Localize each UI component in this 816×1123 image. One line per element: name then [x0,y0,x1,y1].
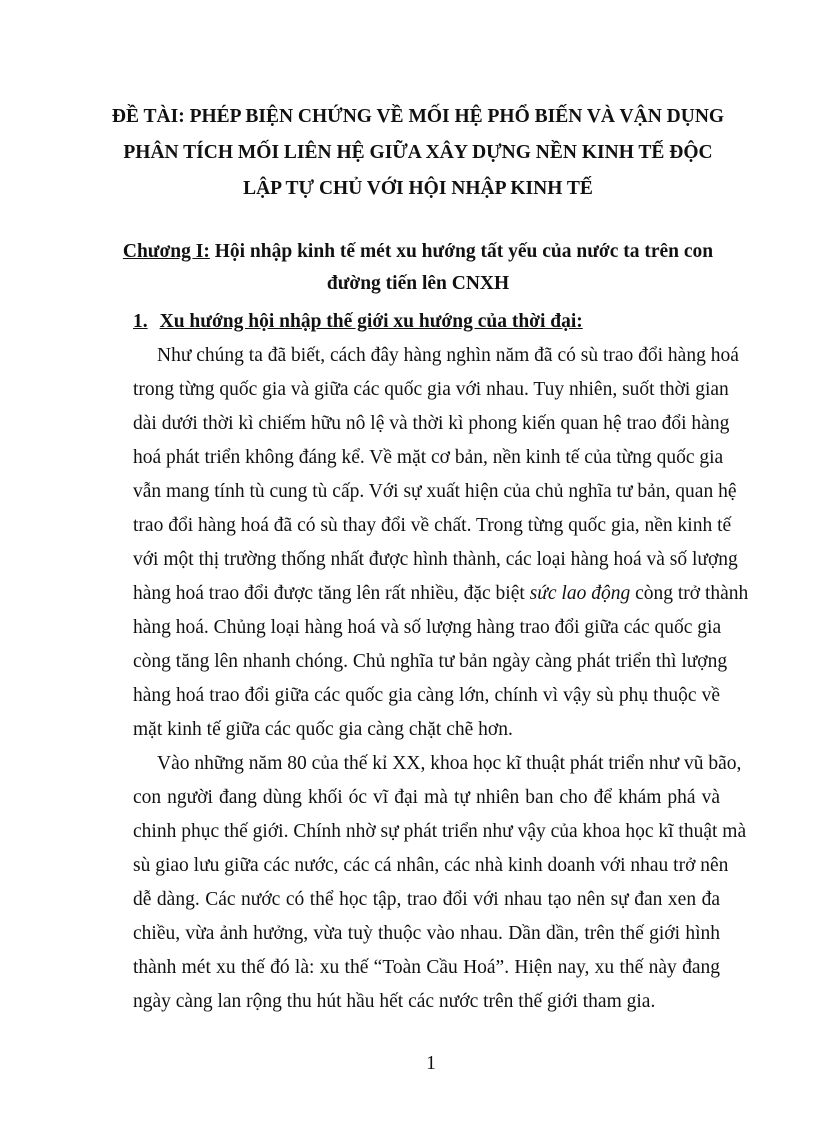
paragraph-line: con người đang dùng khối óc vĩ đại mà tự nhiên ban cho để khám phá và [133,787,720,808]
section-heading-text: Xu hướng hội nhập thế giới xu hướng của thời đại: [159,311,583,332]
paragraph-line: ngày càng lan rộng thu hút hầu hết các nước trên thế giới tham gia. [133,991,656,1012]
paragraph-line: hoá phát triển không đáng kể. Về mặt cơ bản, nền kinh tế của từng quốc gia [133,447,724,468]
paragraph-line: Vào những năm 80 của thế kỉ XX, khoa học kĩ thuật phát triển như vũ bão, [157,753,742,774]
paragraph-line: dài dưới thời kì chiếm hữu nô lệ và thời kì phong kiến quan hệ trao đổi hàng [133,413,730,434]
paragraph-line: dễ dàng. Các nước có thể học tập, trao đổi với nhau tạo nên sự đan xen đa [133,889,720,910]
chapter-heading-line-1 [100,236,736,268]
chapter-title-part-1: Hội nhập kinh tế mét xu hướng tất yếu của nước ta trên con [214,241,714,262]
paragraph-line: còng tăng lên nhanh chóng. Chủ nghĩa tư bản ngày càng phát triển thì lượng [133,651,728,672]
section-number: 1. [133,311,148,332]
paragraph-line: hàng hoá. Chủng loại hàng hoá và số lượng hàng trao đổi giữa các quốc gia [133,617,722,638]
paragraph-line: mặt kinh tế giữa các quốc gia càng chặt chẽ hơn. [133,719,513,740]
paragraph-1 [133,339,749,747]
page-number: 1 [426,1053,436,1074]
paragraph-line: chinh phục thế giới. Chính nhờ sự phát triển như vậy của khoa học kĩ thuật mà [133,821,747,842]
paragraph-line: với một thị trường thống nhất được hình thành, các loại hàng hoá và số lượng [133,549,738,570]
paragraph-line: trong từng quốc gia và giữa các quốc gia với nhau. Tuy nhiên, suốt thời gian [133,379,729,400]
line-text: hàng hoá trao đổi được tăng lên rất nhiều, đặc biệt [133,583,525,604]
paragraph-line-with-emphasis [133,577,749,611]
paragraph-line: trao đổi hàng hoá đã có sù thay đổi về chất. Trong từng quốc gia, nền kinh tế [133,515,732,536]
title-line: ĐỀ TÀI: PHÉP BIỆN CHỨNG VỀ MỐI HỆ PHỔ BIẾN VÀ VẬN DỤNG [111,106,725,127]
title-line: PHÂN TÍCH MỐI LIÊN HỆ GIỮA XÂY DỰNG NỀN KINH TẾ ĐỘC [123,142,713,163]
paragraph-line: sù giao lưu giữa các nước, các cá nhân, các nhà kinh doanh với nhau trở nên [133,855,729,876]
section-heading [133,308,583,336]
paragraph-line: hàng hoá trao đổi giữa các quốc gia càng lớn, chính vì vậy sù phụ thuộc về [133,685,720,706]
line-text: còng trở thành [635,583,749,604]
chapter-heading [100,236,736,300]
paragraph-line: thành mét xu thế đó là: xu thế “Toàn Cầu Hoá”. Hiện nay, xu thế này đang [133,957,720,978]
title-line: LẬP TỰ CHỦ VỚI HỘI NHẬP KINH TẾ [243,178,593,199]
chapter-label: Chương I: [122,241,210,262]
paragraph-2 [133,747,747,1019]
document-title [100,99,736,207]
paragraph-line: vẫn mang tính tù cung tù cấp. Với sự xuất hiện của chủ nghĩa tư bản, quan hệ [133,481,737,502]
emphasized-phrase: sức lao động [529,583,631,604]
paragraph-line: chiều, vừa ảnh hưởng, vừa tuỳ thuộc vào nhau. Dần dần, trên thế giới hình [133,923,720,944]
paragraph-line: Như chúng ta đã biết, cách đây hàng nghìn năm đã có sù trao đổi hàng hoá [157,345,739,366]
chapter-title-part-2: đường tiến lên CNXH [326,273,510,294]
